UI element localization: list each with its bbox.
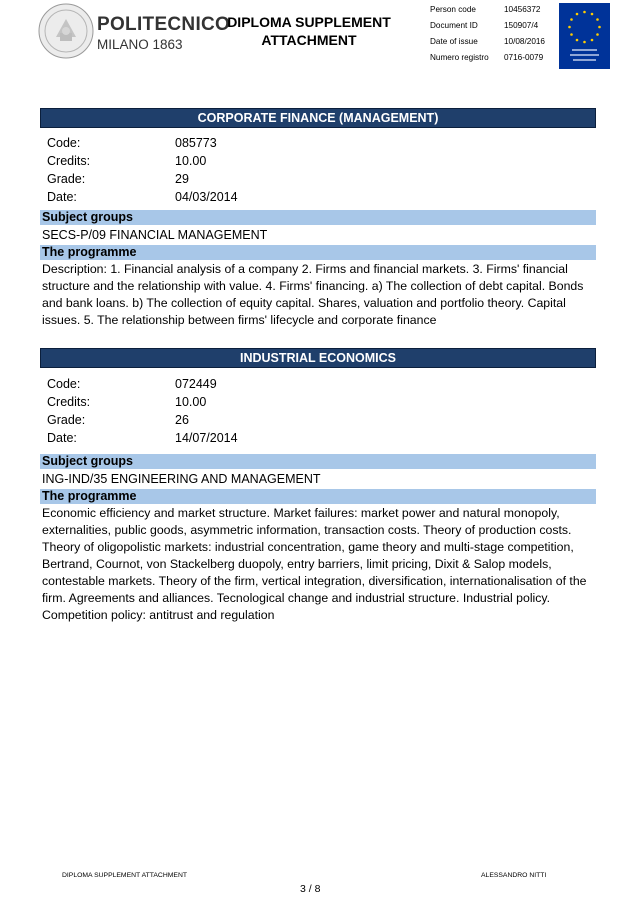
subject-groups-heading: Subject groups (40, 454, 596, 469)
detail-value: 072449 (175, 377, 217, 391)
university-seal-icon (38, 3, 94, 59)
detail-row-date (47, 429, 587, 447)
detail-value: 10.00 (175, 395, 207, 409)
detail-row-grade (47, 411, 587, 429)
programme-heading: The programme (40, 245, 596, 260)
programme-description: Economic efficiency and market structure. Market failures: market power and natural monopoly, externalities, public goods, asymmetric information, transaction costs. Theory of production costs. Theory of oligopolistic markets: industrial concentration, game theory and multi-stage competition, Bertrand, Cournot, von Stackelberg duopoly, entry barriers, limit pricing, Dixit & Salop models, contestable markets. Theory of the firm, vertical integration, diversification, internationalisation of the firm. Agreements and alliances. Tecnological change and industrial structure. Industrial policy. Competition policy: antitrust and regulation (42, 506, 587, 622)
page-number: 3 / 8 (300, 883, 321, 895)
logo-city: MILANO 1863 (97, 37, 183, 52)
detail-row-code (47, 134, 587, 152)
logo-name: POLITECNICO (97, 14, 231, 35)
detail-value: 26 (175, 413, 189, 427)
detail-row-code (47, 375, 587, 393)
meta-value: 0716-0079 (504, 53, 544, 62)
document-title: DIPLOMA SUPPLEMENT ATTACHMENT (227, 14, 391, 48)
detail-label: Grade: (47, 172, 86, 186)
course-title: CORPORATE FINANCE (MANAGEMENT) (40, 108, 596, 128)
meta-label: Document ID (430, 21, 478, 30)
detail-label: Credits: (47, 395, 91, 409)
detail-value: 04/03/2014 (175, 190, 238, 204)
detail-label: Grade: (47, 413, 86, 427)
course-details (47, 375, 587, 447)
meta-label: Date of issue (430, 37, 478, 46)
meta-label: Person code (430, 5, 476, 14)
subject-groups-heading: Subject groups (40, 210, 596, 225)
detail-value: 10.00 (175, 154, 207, 168)
meta-value: 150907/4 (504, 21, 539, 30)
detail-label: Credits: (47, 154, 91, 168)
detail-label: Date: (47, 190, 77, 204)
detail-row-credits (47, 393, 587, 411)
detail-value: 29 (175, 172, 189, 186)
detail-value: 085773 (175, 136, 217, 150)
course-details (47, 134, 587, 206)
page-header (0, 0, 638, 70)
detail-row-credits (47, 152, 587, 170)
detail-value: 14/07/2014 (175, 431, 238, 445)
detail-label: Date: (47, 431, 77, 445)
detail-row-date (47, 188, 587, 206)
subject-group: SECS-P/09 FINANCIAL MANAGEMENT (42, 228, 268, 242)
subject-group: ING-IND/35 ENGINEERING AND MANAGEMENT (42, 472, 321, 486)
detail-label: Code: (47, 136, 81, 150)
detail-label: Code: (47, 377, 81, 391)
meta-label: Numero registro (430, 53, 489, 62)
detail-row-grade (47, 170, 587, 188)
programme-heading: The programme (40, 489, 596, 504)
meta-value: 10456372 (504, 5, 541, 14)
politecnico-logo (38, 3, 231, 59)
meta-value: 10/08/2016 (504, 37, 545, 46)
programme-description: Description: 1. Financial analysis of a company 2. Firms and financial markets. 3. Firms' financial structure and the relationship with value. 4. Firms' financing. a) The collection of debt capital. Bonds and bank loans. b) The collection of equity capital. Shares, valuation and portfolio theory. Capital issues. 5. The relationship between firms' lifecycle and corporate finance (42, 262, 584, 327)
footer-student-name: ALESSANDRO NITTI (481, 872, 547, 879)
eu-flag-icon (559, 3, 610, 69)
footer-document-title: DIPLOMA SUPPLEMENT ATTACHMENT (62, 872, 188, 879)
course-title: INDUSTRIAL ECONOMICS (40, 348, 596, 368)
